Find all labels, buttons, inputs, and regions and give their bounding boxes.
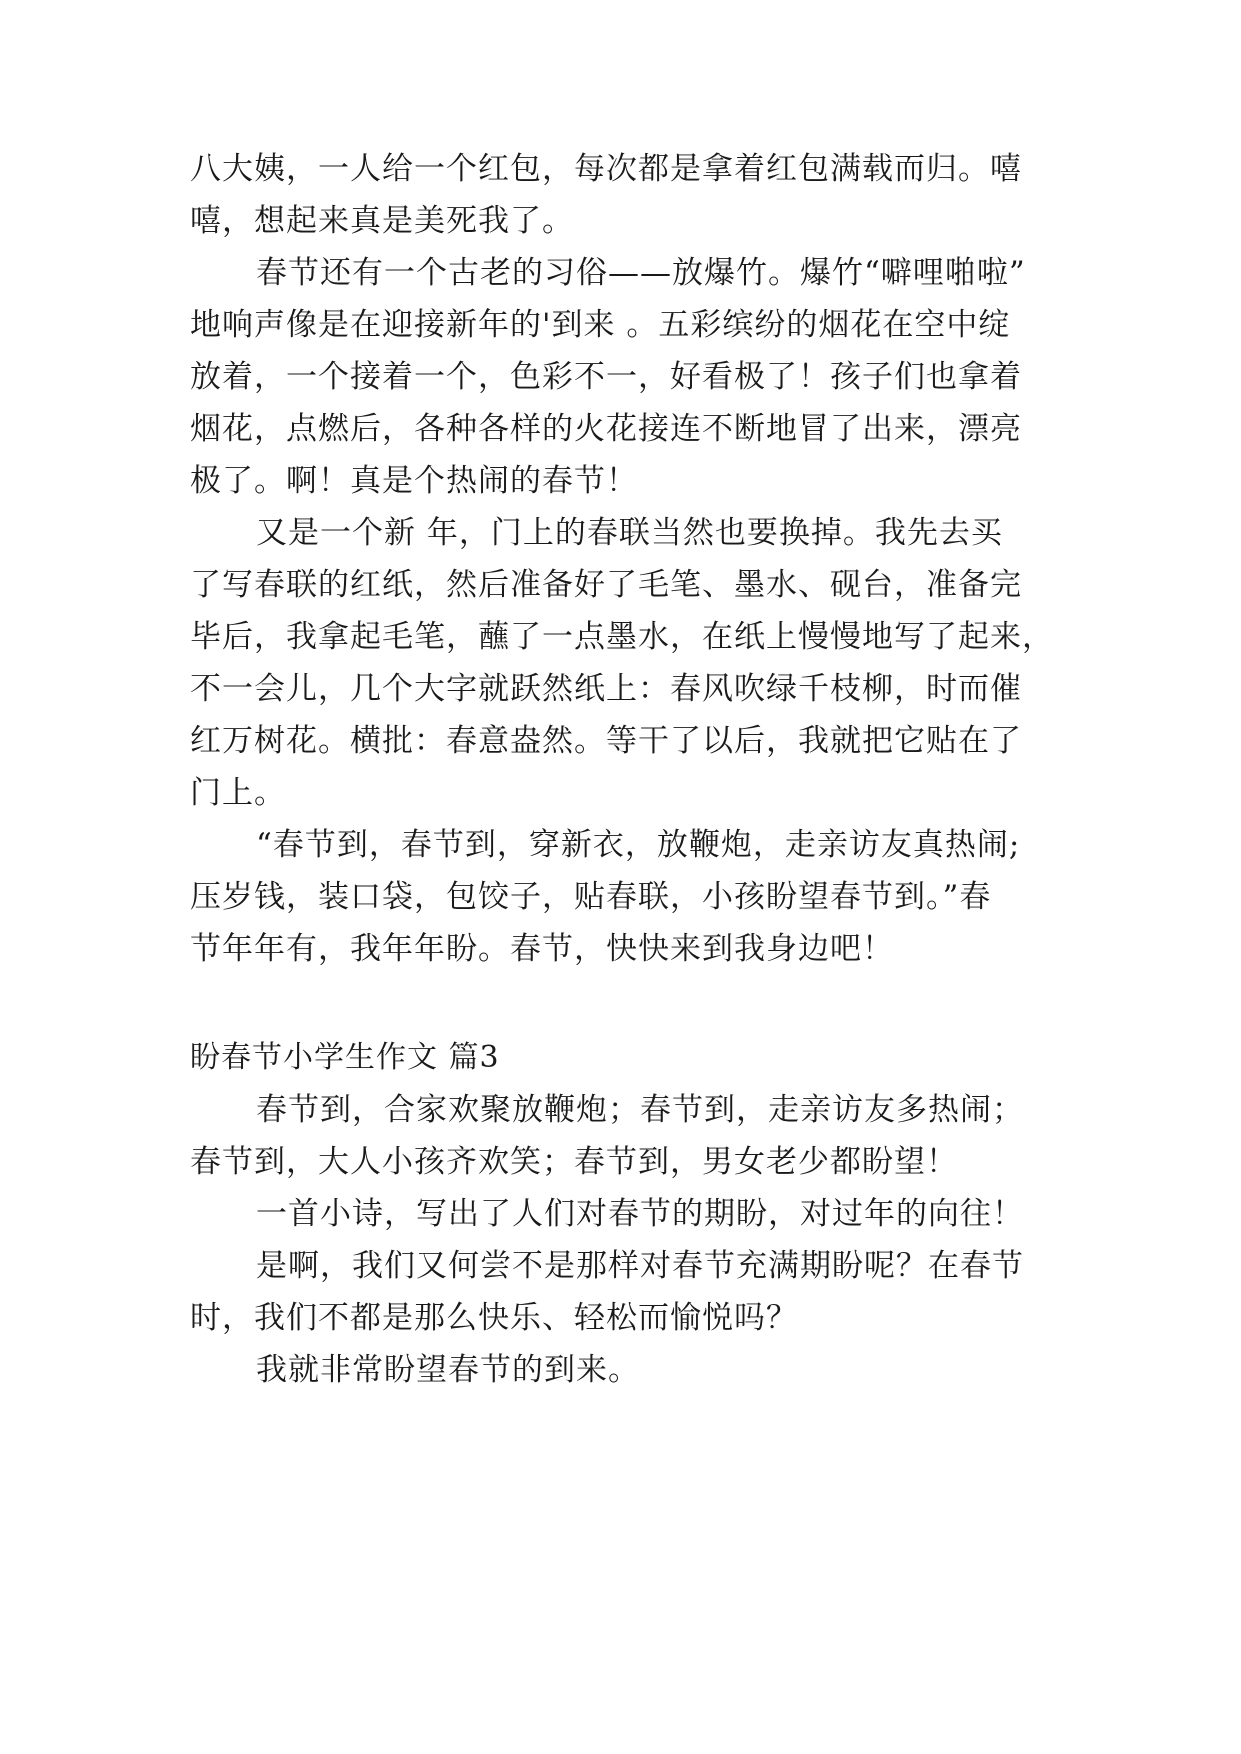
- paragraph-line: 节年年有，我年年盼。春节，快快来到我身边吧！: [190, 931, 894, 967]
- paragraph-line: 八大姨，一人给一个红包，每次都是拿着红包满载而归。嘻: [190, 151, 1022, 187]
- paragraph-line: 是啊，我们又何尝不是那样对春节充满期盼呢？在春节: [256, 1248, 1024, 1284]
- section-heading: 盼春节小学生作文 篇3: [190, 1040, 500, 1075]
- paragraph-line: 压岁钱，装口袋，包饺子，贴春联，小孩盼望春节到。”春: [190, 879, 992, 915]
- paragraph-line: 时，我们不都是那么快乐、轻松而愉悦吗？: [190, 1300, 798, 1336]
- paragraph-line: 一首小诗，写出了人们对春节的期盼，对过年的向往！: [256, 1196, 1024, 1232]
- paragraph-line: 春节到，合家欢聚放鞭炮；春节到，走亲访友多热闹；: [256, 1092, 1024, 1128]
- paragraph-line: “春节到，春节到，穿新衣，放鞭炮，走亲访友真热闹;: [256, 827, 1021, 863]
- paragraph-line: 嘻，想起来真是美死我了。: [190, 203, 574, 239]
- paragraph-line: 不一会儿，几个大字就跃然纸上：春风吹绿千枝柳，时而催: [190, 671, 1022, 707]
- paragraph-line: 烟花，点燃后，各种各样的火花接连不断地冒了出来，漂亮: [190, 411, 1022, 447]
- paragraph-line: 门上。: [190, 775, 286, 811]
- paragraph-line: 红万树花。横批：春意盎然。等干了以后，我就把它贴在了: [190, 723, 1022, 759]
- paragraph-line: 了写春联的红纸，然后准备好了毛笔、墨水、砚台，准备完: [190, 567, 1022, 603]
- paragraph-line: 地响声像是在迎接新年的'到来 。五彩缤纷的烟花在空中绽: [190, 307, 1011, 343]
- paragraph-line: 春节还有一个古老的习俗——放爆竹。爆竹“噼哩啪啦”: [256, 255, 1026, 291]
- paragraph-line: 又是一个新 年，门上的春联当然也要换掉。我先去买: [256, 515, 1003, 551]
- paragraph-line: 毕后，我拿起毛笔，蘸了一点墨水，在纸上慢慢地写了起来，: [190, 619, 1054, 655]
- paragraph-line: 放着，一个接着一个，色彩不一，好看极了！孩子们也拿着: [190, 359, 1022, 395]
- paragraph-line: 极了。啊！真是个热闹的春节！: [190, 463, 638, 499]
- paragraph-line: 春节到，大人小孩齐欢笑；春节到，男女老少都盼望！: [190, 1144, 958, 1180]
- paragraph-line: 我就非常盼望春节的到来。: [256, 1352, 640, 1388]
